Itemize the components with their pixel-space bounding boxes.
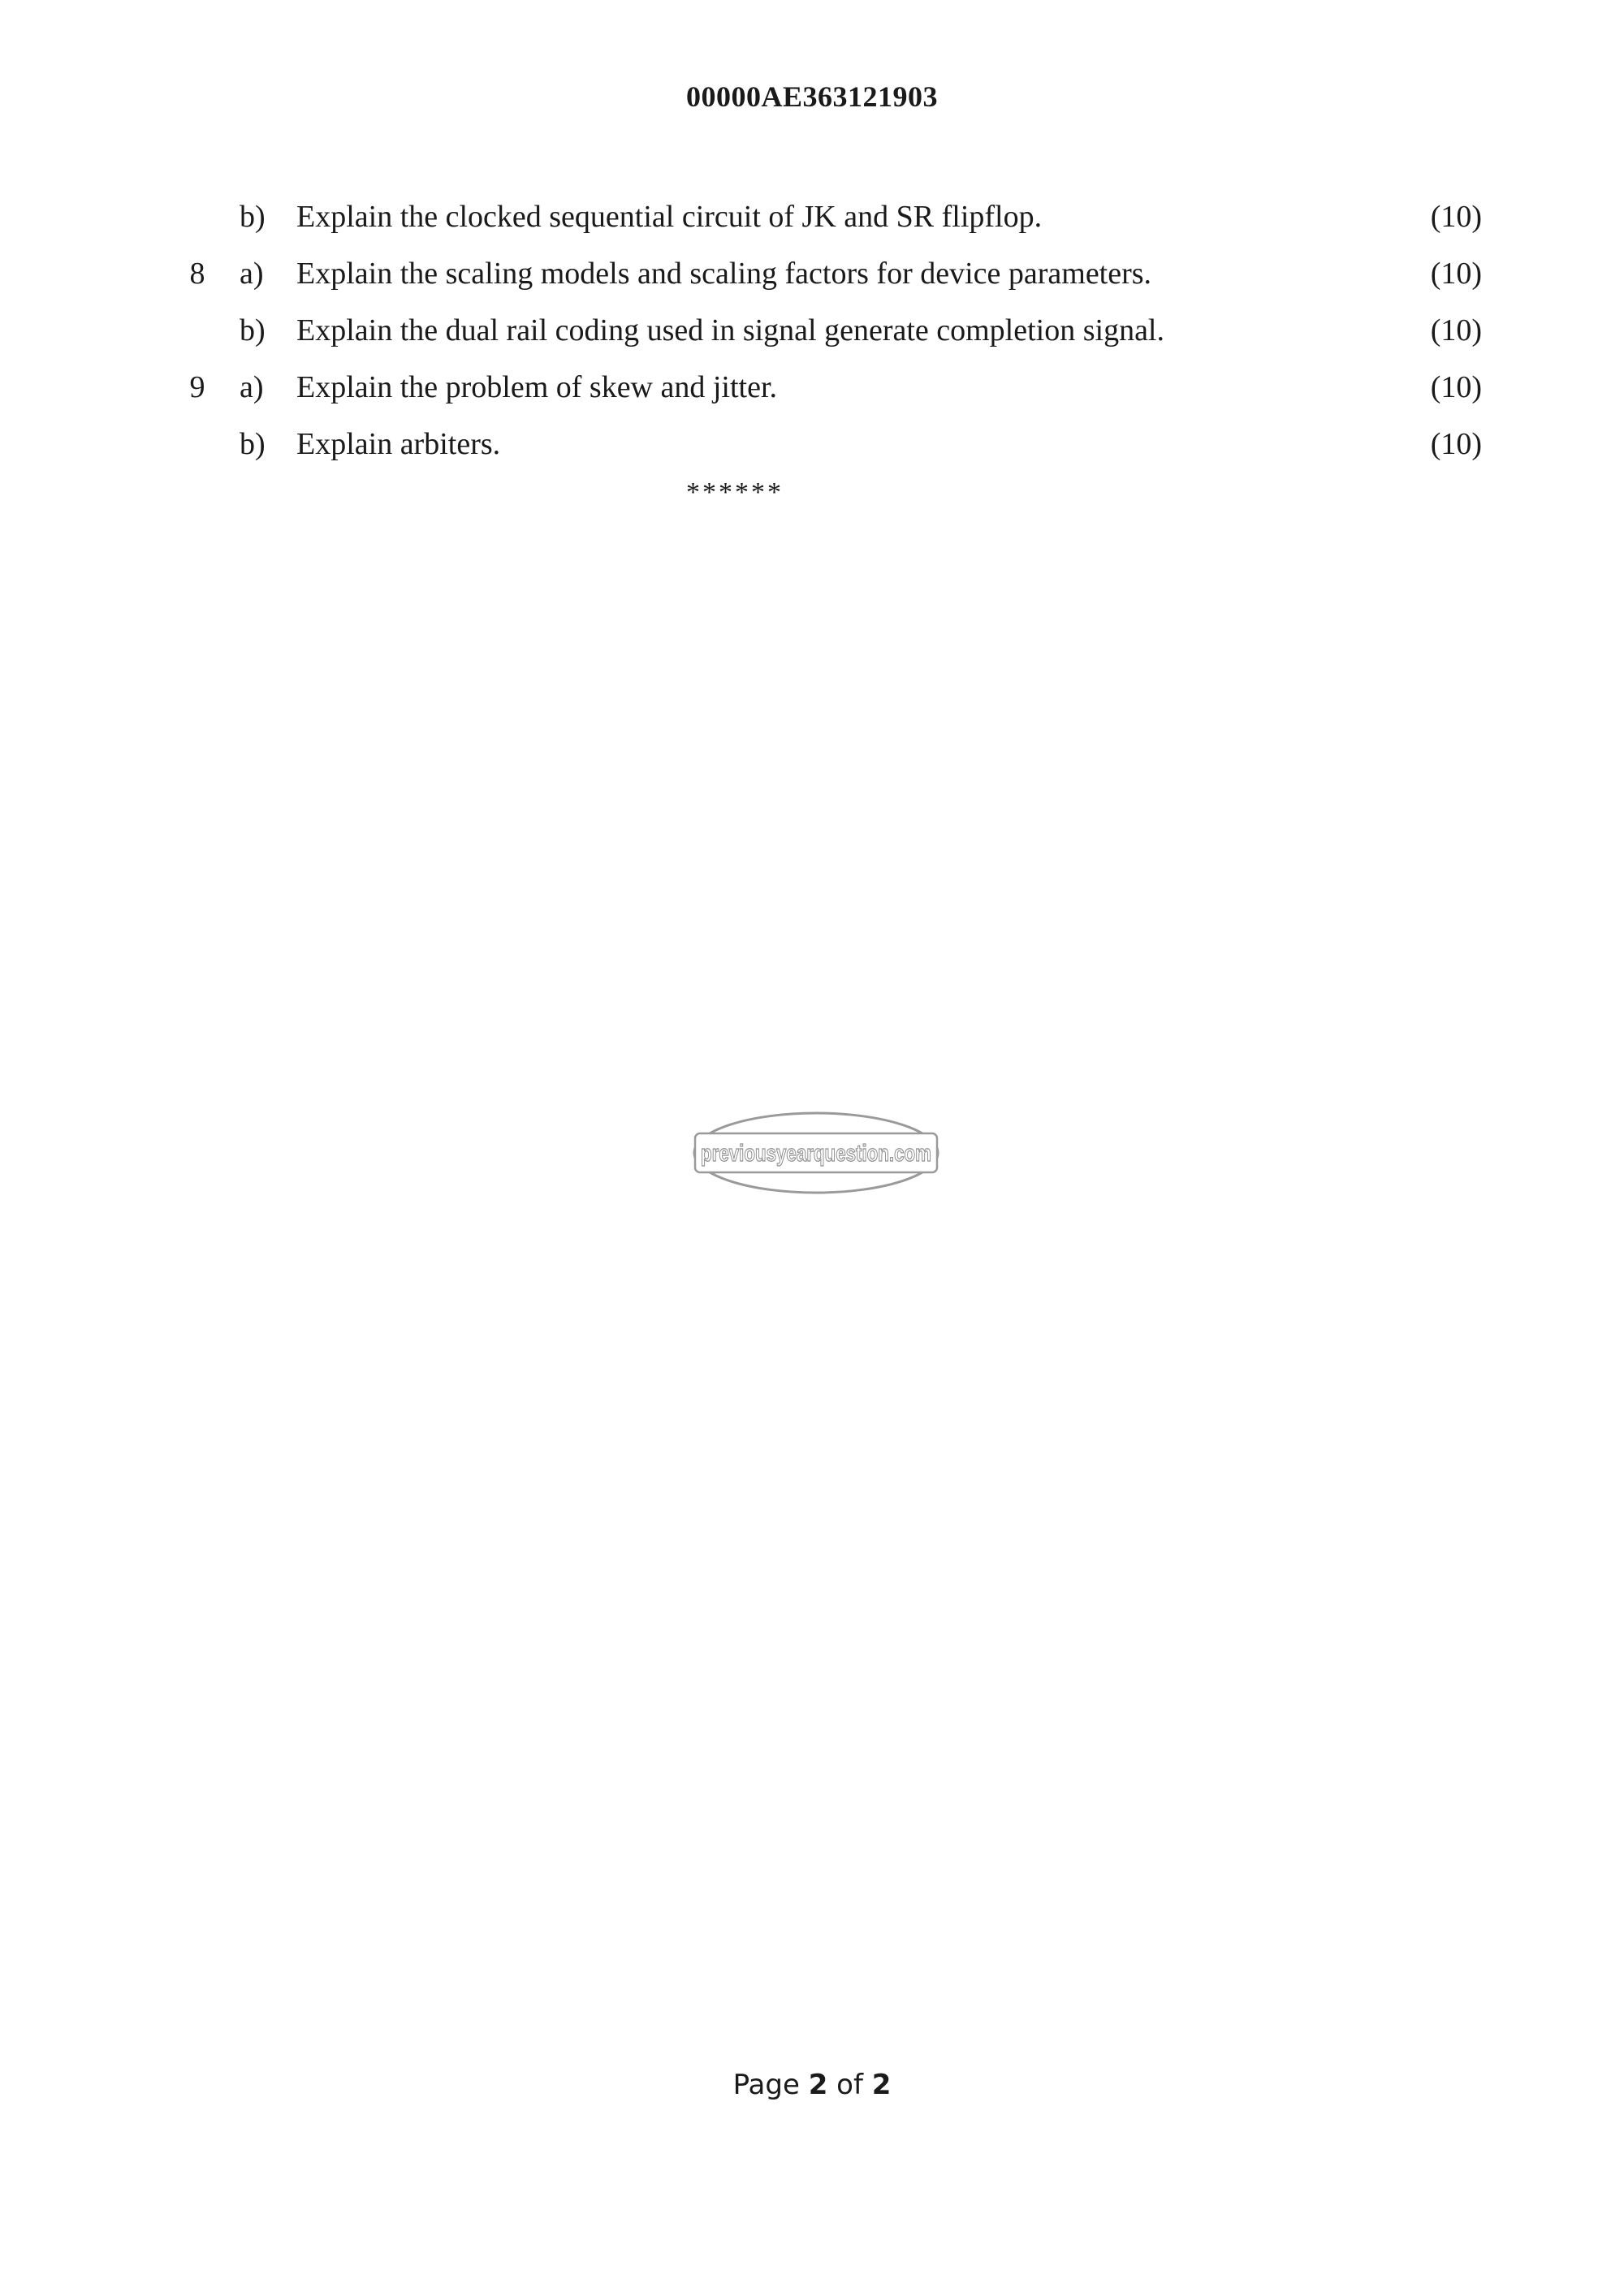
question-part: a) [240,370,264,404]
question-marks: (10) [1430,257,1482,291]
paper-code: 00000AE363121903 [685,80,938,113]
end-of-paper-mark: ****** [686,477,784,507]
page-label: Page [732,2069,800,2101]
current-page-number: 2 [808,2069,828,2101]
question-text: Explain the problem of skew and jitter. [296,370,778,404]
question-row [183,365,1482,422]
question-text: Explain the dual rail coding used in signal generate completion signal. [296,313,1164,347]
question-part: b) [240,427,266,461]
watermark-text: previousyearquestion.com [701,1141,931,1167]
question-row [183,195,1482,252]
question-part: b) [240,313,266,347]
question-marks: (10) [1430,200,1482,234]
question-part: b) [240,200,266,234]
question-number: 8 [189,257,205,291]
question-marks: (10) [1430,370,1482,404]
question-row [183,309,1482,365]
question-row [183,252,1482,309]
question-marks: (10) [1430,427,1482,461]
question-marks: (10) [1430,313,1482,347]
page-footer [0,2069,1624,2101]
question-text: Explain the clocked sequential circuit of JK and SR flipflop. [296,200,1043,234]
watermark-logo [692,1111,940,1195]
question-text: Explain the scaling models and scaling factors for device parameters. [296,257,1152,291]
question-list [183,195,1482,479]
question-part: a) [240,257,264,291]
total-pages-number: 2 [871,2069,892,2101]
question-row [183,422,1482,479]
of-label: of [836,2069,863,2101]
question-text: Explain arbiters. [296,427,501,461]
question-number: 9 [189,370,205,404]
